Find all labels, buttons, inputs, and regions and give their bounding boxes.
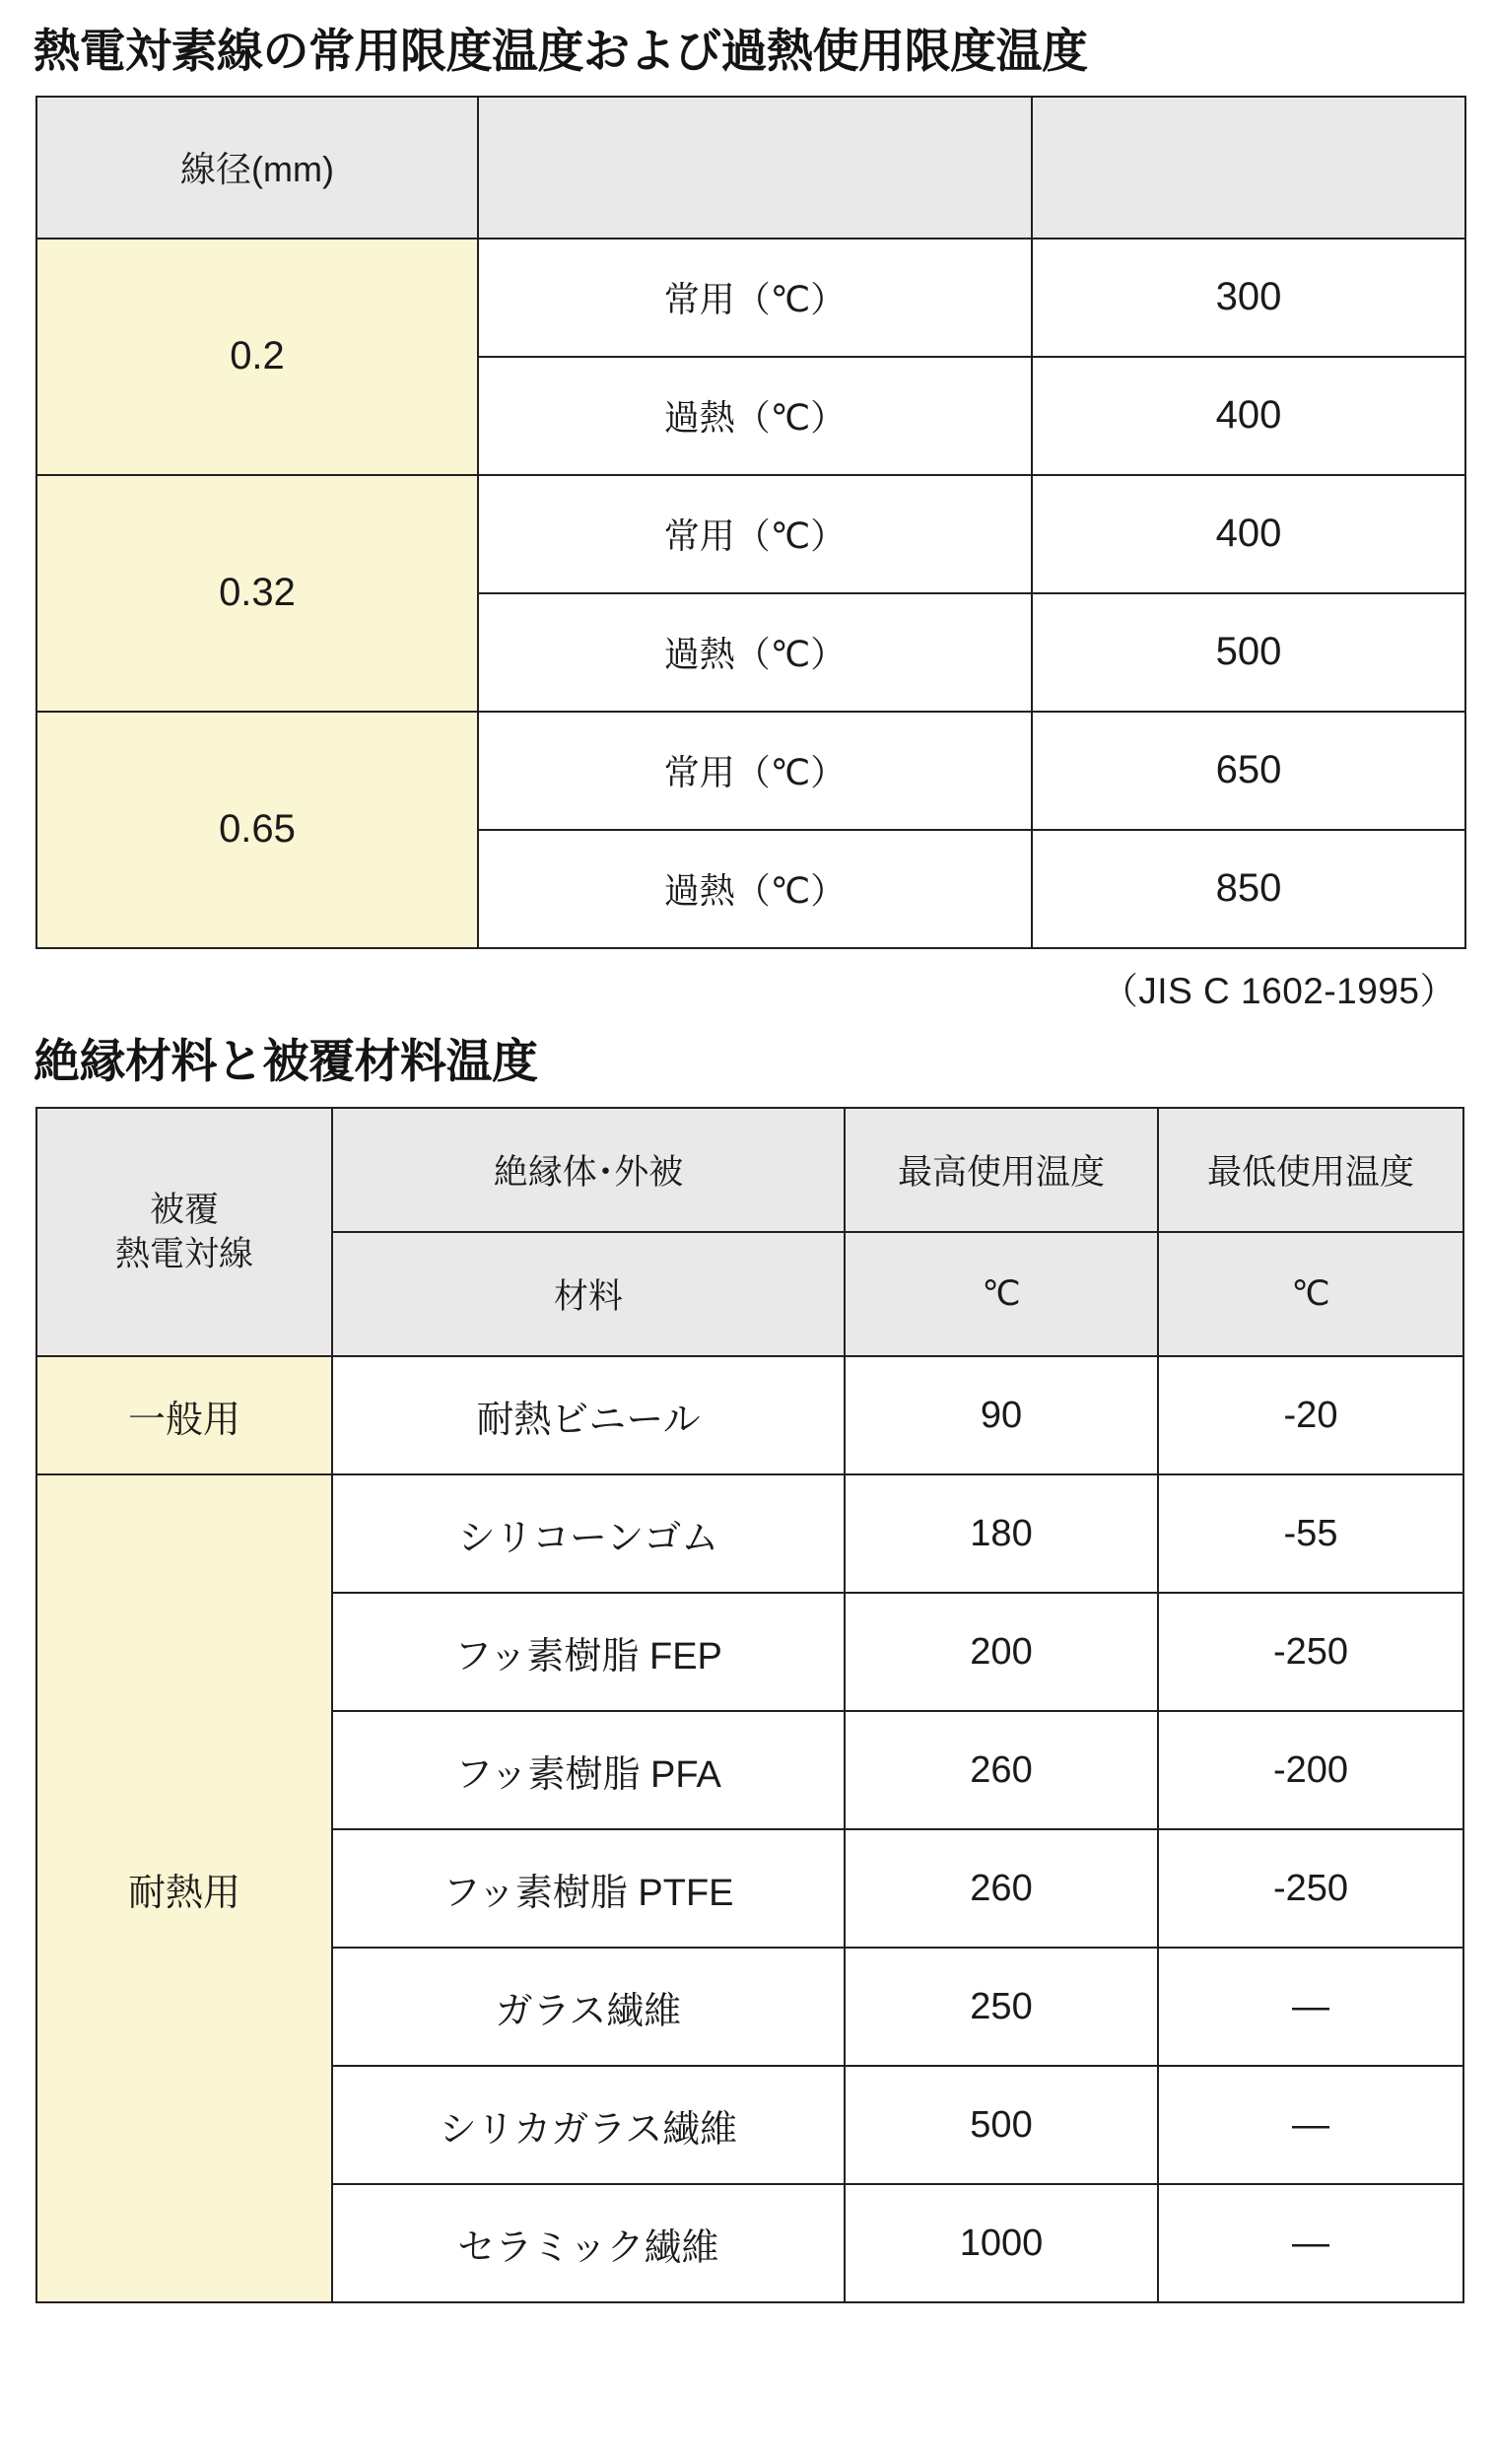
cell-category-heat-resistant: 耐熱用 bbox=[36, 1474, 332, 2302]
cell-material: フッ素樹脂 FEP bbox=[332, 1593, 845, 1711]
header-line-2: 熱電対線 bbox=[114, 1235, 253, 1274]
cell-temperature: 850 bbox=[1032, 830, 1465, 948]
cell-material: 耐熱ビニール bbox=[332, 1356, 845, 1474]
column-header-diameter: 線径(mm) bbox=[36, 97, 478, 239]
header-line-1: 被覆 bbox=[149, 1190, 219, 1229]
cell-max-temp: 1000 bbox=[845, 2184, 1158, 2302]
cell-material: フッ素樹脂 PTFE bbox=[332, 1829, 845, 1948]
cell-category-general: 一般用 bbox=[36, 1356, 332, 1474]
cell-min-temp: — bbox=[1158, 2066, 1463, 2184]
column-header-insulator: 絶縁体･外被 bbox=[332, 1108, 845, 1232]
cell-max-temp: 250 bbox=[845, 1948, 1158, 2066]
cell-diameter: 0.65 bbox=[36, 712, 478, 948]
cell-max-temp: 180 bbox=[845, 1474, 1158, 1593]
table-wire-temperature-limits bbox=[35, 96, 1466, 949]
cell-temperature: 400 bbox=[1032, 475, 1465, 593]
cell-kind: 過熱（℃） bbox=[478, 593, 1032, 712]
cell-max-temp: 90 bbox=[845, 1356, 1158, 1474]
subheader-max-unit: ℃ bbox=[845, 1232, 1158, 1356]
cell-material: フッ素樹脂 PFA bbox=[332, 1711, 845, 1829]
cell-diameter: 0.32 bbox=[36, 475, 478, 712]
cell-min-temp: -55 bbox=[1158, 1474, 1463, 1593]
cell-material: シリカガラス繊維 bbox=[332, 2066, 845, 2184]
cell-min-temp: -250 bbox=[1158, 1593, 1463, 1711]
column-header-min-temp: 最低使用温度 bbox=[1158, 1108, 1463, 1232]
table-header-row-top bbox=[36, 1108, 1463, 1232]
cell-temperature: 500 bbox=[1032, 593, 1465, 712]
page-title-thermocouple-wire: 熱電対素線の常用限度温度および過熱使用限度温度 bbox=[34, 25, 1088, 77]
cell-max-temp: 200 bbox=[845, 1593, 1158, 1711]
cell-temperature: 650 bbox=[1032, 712, 1465, 830]
cell-min-temp: — bbox=[1158, 2184, 1463, 2302]
table-row bbox=[36, 239, 1465, 357]
table-header-row bbox=[36, 97, 1465, 239]
page-title-insulation-materials: 絶縁材料と被覆材料温度 bbox=[34, 1034, 538, 1087]
cell-max-temp: 260 bbox=[845, 1829, 1158, 1948]
table-row bbox=[36, 712, 1465, 830]
table-row bbox=[36, 475, 1465, 593]
cell-min-temp: -250 bbox=[1158, 1829, 1463, 1948]
cell-material: シリコーンゴム bbox=[332, 1474, 845, 1593]
cell-min-temp: -20 bbox=[1158, 1356, 1463, 1474]
standard-reference-note: （JIS C 1602-1995） bbox=[1101, 970, 1457, 1011]
column-header-value bbox=[1032, 97, 1465, 239]
cell-material: ガラス繊維 bbox=[332, 1948, 845, 2066]
table-row bbox=[36, 1356, 1463, 1474]
cell-kind: 過熱（℃） bbox=[478, 357, 1032, 475]
cell-kind: 過熱（℃） bbox=[478, 830, 1032, 948]
subheader-min-unit: ℃ bbox=[1158, 1232, 1463, 1356]
cell-material: セラミック繊維 bbox=[332, 2184, 845, 2302]
cell-min-temp: — bbox=[1158, 1948, 1463, 2066]
column-header-max-temp: 最高使用温度 bbox=[845, 1108, 1158, 1232]
table-row bbox=[36, 1474, 1463, 1593]
cell-diameter: 0.2 bbox=[36, 239, 478, 475]
cell-kind: 常用（℃） bbox=[478, 239, 1032, 357]
cell-min-temp: -200 bbox=[1158, 1711, 1463, 1829]
cell-max-temp: 260 bbox=[845, 1711, 1158, 1829]
cell-kind: 常用（℃） bbox=[478, 475, 1032, 593]
cell-max-temp: 500 bbox=[845, 2066, 1158, 2184]
cell-temperature: 400 bbox=[1032, 357, 1465, 475]
subheader-material: 材料 bbox=[332, 1232, 845, 1356]
table-insulation-material-temperature bbox=[35, 1107, 1464, 2303]
cell-temperature: 300 bbox=[1032, 239, 1465, 357]
cell-kind: 常用（℃） bbox=[478, 712, 1032, 830]
column-header-coated-thermocouple bbox=[36, 1108, 332, 1356]
column-header-kind bbox=[478, 97, 1032, 239]
